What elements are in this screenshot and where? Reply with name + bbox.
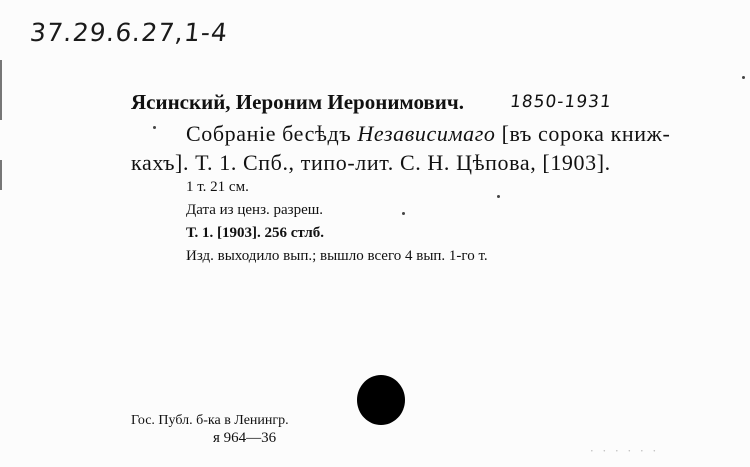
- title-italic: Независимаго: [357, 121, 496, 146]
- speck: [497, 195, 500, 198]
- faint-stamp: · · · · · ·: [590, 443, 659, 458]
- ink-blot: [357, 375, 405, 425]
- shelfmark: 37.29.6.27,1-4: [28, 18, 230, 47]
- speck: [153, 126, 156, 129]
- speck: [742, 76, 745, 79]
- left-edge-mark: [0, 160, 2, 190]
- author-heading: Ясинский, Иероним Иеронимович.: [131, 90, 464, 114]
- note-issues: Изд. выходило вып.; вышло всего 4 вып. 1-го т.: [186, 248, 488, 264]
- speck: [402, 212, 405, 215]
- physical-description: 1 т. 21 см.: [186, 179, 249, 195]
- title-part-1: Собраніе бесѣдъ: [186, 121, 358, 146]
- left-edge-mark: [0, 60, 2, 120]
- title-line-2: кахъ]. Т. 1. Спб., типо-лит. С. Н. Цѣпова, [1903].: [131, 150, 611, 175]
- title-line-1: [186, 121, 670, 147]
- call-number: я 964—36: [213, 430, 277, 446]
- volume-details: Т. 1. [1903]. 256 стлб.: [186, 225, 325, 241]
- library-name: Гос. Публ. б-ка в Ленингр.: [131, 413, 289, 428]
- author-years: 1850-1931: [508, 92, 613, 112]
- title-part-2: [въ сорока книж-: [495, 121, 671, 146]
- note-censor-date: Дата из ценз. разреш.: [186, 202, 324, 218]
